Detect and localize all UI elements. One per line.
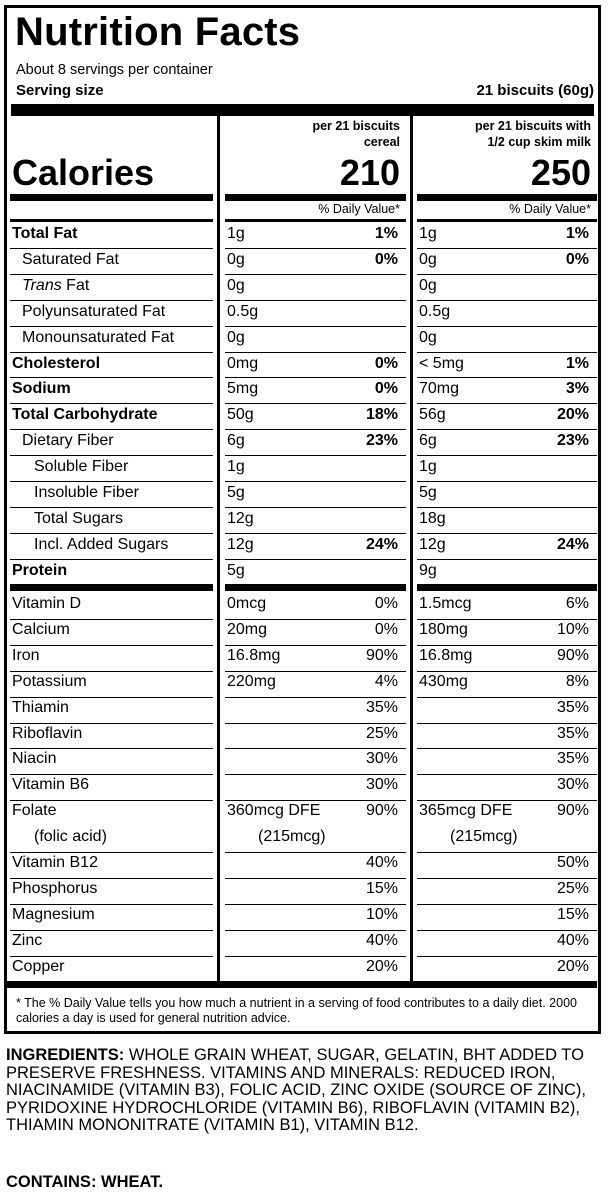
milk-percent: 10% <box>556 620 589 638</box>
milk-amount: < 5mg <box>419 354 464 372</box>
cereal-amount: 1g <box>227 458 245 476</box>
nutrient-name <box>34 537 168 553</box>
cereal-amount: 50g <box>227 406 254 424</box>
row-rule <box>417 956 597 957</box>
row-rule <box>225 671 406 672</box>
row-rule <box>10 481 213 482</box>
cereal-amount: 5g <box>227 561 245 579</box>
cereal-column-header: per 21 biscuits <box>312 119 400 133</box>
nutrient-name <box>34 485 139 501</box>
row-rule <box>225 274 406 275</box>
milk-percent: 35% <box>556 724 589 742</box>
milk-amount: 1g <box>419 458 437 476</box>
nutrient-name <box>12 563 67 579</box>
cereal-percent: 40% <box>365 931 398 949</box>
vitamin-name: Phosphorus <box>12 879 98 897</box>
milk-percent: 40% <box>556 931 589 949</box>
vitamin-name: Vitamin B6 <box>12 776 90 794</box>
row-rule <box>417 533 597 534</box>
vitamin-name: Potassium <box>12 672 87 690</box>
nutrient-name-text: Insoluble Fiber <box>34 484 139 501</box>
milk-amount: 0.5g <box>419 302 451 320</box>
milk-percent: 90% <box>556 646 589 664</box>
serving-size-label: Serving size <box>16 82 104 99</box>
row-rule <box>10 748 213 749</box>
vitamin-name: Vitamin B12 <box>12 854 98 871</box>
cereal-percent: 40% <box>365 854 398 871</box>
cereal-percent: 18% <box>365 406 398 424</box>
nutrient-name-italic: Trans <box>22 276 62 294</box>
ingredients-text: WHOLE GRAIN WHEAT, SUGAR, GELATIN, BHT ADDED TO PRESERVE FRESHNESS. VITAMINS AND MINERALS: REDUCED IRON, NIACINAMIDE (VITAMIN B3), FOLIC ACID, ZINC OXIDE (SOURCE OF ZINC), PYRIDOXINE HYDROCHLORIDE (VITAMIN B6), RIBOFLAVIN (VITAMIN B2), THIAMIN MONONITRATE (VITAMIN B1), VITAMIN B12. <box>6 1046 586 1134</box>
cereal-percent: 15% <box>365 879 398 897</box>
nutrient-name <box>12 226 77 242</box>
cereal-percent: 25% <box>365 724 398 742</box>
milk-amount: 6g <box>419 432 437 450</box>
row-rule <box>417 671 597 672</box>
row-rule <box>10 878 213 879</box>
serving-size-value: 21 biscuits (60g) <box>476 82 594 99</box>
cereal-percent: 0% <box>374 595 398 612</box>
daily-value-header: % Daily Value* <box>509 202 591 216</box>
vitamin-name: Zinc <box>12 931 43 949</box>
row-rule <box>10 455 213 456</box>
dv-header-rule <box>225 219 406 222</box>
row-rule <box>225 326 406 327</box>
milk-percent: 35% <box>556 750 589 768</box>
row-rule <box>417 645 597 646</box>
daily-value-footnote: * The % Daily Value tells you how much a nutrient in a serving of food contributes to a daily diet. 2000 calories a day is used for general nutrition advice. <box>16 996 577 1025</box>
milk-amount: 12g <box>419 535 446 553</box>
dv-header-rule <box>10 219 213 222</box>
cereal-amount: 12g <box>227 535 254 553</box>
calories-with-milk: 250 <box>530 152 591 193</box>
cereal-percent: 4% <box>374 672 398 690</box>
row-rule <box>225 645 406 646</box>
row-rule <box>417 248 597 249</box>
row-rule <box>225 533 406 534</box>
vitamin-name: Magnesium <box>12 905 95 923</box>
row-rule <box>10 930 213 931</box>
cereal-amount-sub: (215mcg) <box>258 828 326 846</box>
cereal-amount: 12g <box>227 509 254 527</box>
cereal-amount: 0mcg <box>227 595 267 612</box>
row-rule <box>10 723 213 724</box>
row-rule <box>10 956 213 957</box>
nutrient-name-text: Protein <box>12 561 68 579</box>
nutrient-name-text: Fat <box>61 276 90 294</box>
vitamin-name: Riboflavin <box>12 724 83 742</box>
cereal-percent: 23% <box>365 432 398 450</box>
cereal-percent: 0% <box>374 620 398 638</box>
row-rule <box>417 852 597 853</box>
cereal-amount: 20mg <box>227 620 268 638</box>
milk-percent: 20% <box>556 957 589 975</box>
cereal-percent: 0% <box>374 380 398 398</box>
row-rule <box>225 429 406 430</box>
row-rule <box>225 248 406 249</box>
milk-amount: 365mcg DFE <box>419 802 513 820</box>
cereal-percent: 1% <box>374 225 398 242</box>
cereal-amount: 360mcg DFE <box>227 802 321 820</box>
nutrient-name <box>34 459 128 475</box>
protein-rule <box>225 584 406 591</box>
vitamin-name: Copper <box>12 957 65 975</box>
nutrient-name-text: Polyunsaturated Fat <box>22 302 166 320</box>
protein-rule <box>417 584 597 591</box>
milk-amount: 430mg <box>419 672 468 690</box>
row-rule <box>417 748 597 749</box>
milk-percent: 90% <box>556 802 589 820</box>
row-rule <box>10 645 213 646</box>
cereal-percent: 35% <box>365 698 398 716</box>
protein-rule <box>10 584 213 591</box>
cereal-amount: 0g <box>227 250 245 268</box>
row-rule <box>417 352 597 353</box>
calories-label: Calories <box>12 152 155 193</box>
milk-percent: 30% <box>556 776 589 794</box>
row-rule <box>225 774 406 775</box>
row-rule <box>10 671 213 672</box>
calories-rule <box>225 194 406 201</box>
row-rule <box>225 403 406 404</box>
row-rule <box>10 533 213 534</box>
row-rule <box>417 930 597 931</box>
nutrient-name-text: Incl. Added Sugars <box>34 535 169 553</box>
milk-amount-sub: (215mcg) <box>450 828 518 846</box>
row-rule <box>417 697 597 698</box>
milk-amount: 0g <box>419 250 437 268</box>
milk-percent: 8% <box>565 672 589 690</box>
row-rule <box>225 619 406 620</box>
label-title: Nutrition Facts <box>15 10 301 54</box>
cereal-column-header: cereal <box>363 135 400 149</box>
row-rule <box>225 748 406 749</box>
milk-amount: 1.5mcg <box>419 595 472 612</box>
row-rule <box>10 619 213 620</box>
row-rule <box>10 248 213 249</box>
row-rule <box>417 904 597 905</box>
row-rule <box>417 274 597 275</box>
milk-percent: 15% <box>556 905 589 923</box>
cereal-amount: 1g <box>227 225 245 242</box>
row-rule <box>417 300 597 301</box>
cereal-percent: 90% <box>365 802 398 820</box>
nutrient-name-text: Sodium <box>12 380 71 398</box>
row-rule <box>417 326 597 327</box>
cereal-percent: 0% <box>374 250 398 268</box>
milk-column-header: per 21 biscuits with <box>474 119 591 133</box>
cereal-amount: 5mg <box>227 380 259 398</box>
milk-amount: 5g <box>419 484 437 501</box>
milk-percent: 1% <box>565 225 589 242</box>
row-rule <box>417 800 597 801</box>
nutrient-name <box>22 304 165 320</box>
cereal-amount: 0.5g <box>227 302 259 320</box>
row-rule <box>225 559 406 560</box>
row-rule <box>417 429 597 430</box>
row-rule <box>10 507 213 508</box>
vitamin-name-sub: (folic acid) <box>34 828 107 846</box>
nutrient-name-text: Total Carbohydrate <box>12 406 158 424</box>
milk-amount: 1g <box>419 225 437 242</box>
row-rule <box>10 697 213 698</box>
milk-percent: 35% <box>556 698 589 716</box>
row-rule <box>417 619 597 620</box>
row-rule <box>225 723 406 724</box>
row-rule <box>417 455 597 456</box>
row-rule <box>417 774 597 775</box>
dv-header-rule <box>417 219 597 222</box>
row-rule <box>417 723 597 724</box>
milk-percent: 24% <box>556 535 589 553</box>
row-rule <box>225 852 406 853</box>
nutrient-name-text: Cholesterol <box>12 354 101 372</box>
row-rule <box>225 956 406 957</box>
row-rule <box>225 800 406 801</box>
cereal-percent: 10% <box>365 905 398 923</box>
row-rule <box>10 559 213 560</box>
row-rule <box>225 878 406 879</box>
allergen-statement: CONTAINS: WHEAT. <box>6 1173 164 1191</box>
row-rule <box>225 377 406 378</box>
row-rule <box>225 455 406 456</box>
row-rule <box>10 274 213 275</box>
cereal-amount: 220mg <box>227 672 276 690</box>
milk-percent: 23% <box>556 432 589 450</box>
row-rule <box>10 326 213 327</box>
daily-value-header: % Daily Value* <box>318 202 400 216</box>
ingredients-label: INGREDIENTS: <box>6 1046 125 1064</box>
calories-rule <box>417 194 597 201</box>
row-rule <box>10 904 213 905</box>
row-rule <box>417 507 597 508</box>
row-rule <box>10 774 213 775</box>
milk-amount: 0g <box>419 276 437 294</box>
row-rule <box>417 377 597 378</box>
nutrient-name-text: Total Fat <box>12 225 78 242</box>
row-rule <box>10 800 213 801</box>
row-rule <box>225 300 406 301</box>
nutrient-name-text: Monounsaturated Fat <box>22 328 175 346</box>
cereal-amount: 5g <box>227 484 245 501</box>
row-rule <box>417 559 597 560</box>
nutrient-name <box>12 356 100 372</box>
vitamin-name: Folate <box>12 802 57 820</box>
row-rule <box>225 352 406 353</box>
cereal-amount: 6g <box>227 432 245 450</box>
vitamin-name: Calcium <box>12 620 70 638</box>
nutrient-name <box>12 407 158 423</box>
milk-percent: 20% <box>556 406 589 424</box>
nutrition-facts-panel <box>4 5 601 1034</box>
milk-percent: 3% <box>565 380 589 398</box>
row-rule <box>10 403 213 404</box>
row-rule <box>10 300 213 301</box>
vitamin-name: Vitamin D <box>12 595 82 612</box>
thick-divider <box>11 104 594 116</box>
cereal-percent: 90% <box>365 646 398 664</box>
nutrient-name-text: Saturated Fat <box>22 250 119 268</box>
row-rule <box>417 878 597 879</box>
milk-amount: 70mg <box>419 380 460 398</box>
row-rule <box>417 403 597 404</box>
row-rule <box>10 377 213 378</box>
milk-amount: 0g <box>419 328 437 346</box>
cereal-percent: 0% <box>374 354 398 372</box>
row-rule <box>225 930 406 931</box>
cereal-amount: 0g <box>227 276 245 294</box>
milk-amount: 16.8mg <box>419 646 473 664</box>
cereal-amount: 16.8mg <box>227 646 281 664</box>
milk-percent: 6% <box>565 595 589 612</box>
nutrient-name <box>22 252 119 268</box>
vitamin-name: Niacin <box>12 750 57 768</box>
cereal-percent: 24% <box>365 535 398 553</box>
calories-cereal: 210 <box>339 152 400 193</box>
milk-percent: 25% <box>556 879 589 897</box>
milk-amount: 56g <box>419 406 446 424</box>
cereal-amount: 0g <box>227 328 245 346</box>
nutrient-name-text: Total Sugars <box>34 509 123 527</box>
nutrient-name-text: Dietary Fiber <box>22 432 114 450</box>
row-rule <box>225 481 406 482</box>
servings-per-container: About 8 servings per container <box>16 62 213 78</box>
row-rule <box>225 904 406 905</box>
column-rule <box>217 108 220 983</box>
bottom-rule <box>4 981 597 988</box>
milk-column-header: 1/2 cup skim milk <box>487 135 591 149</box>
row-rule <box>10 352 213 353</box>
column-rule <box>410 108 413 983</box>
nutrient-name <box>12 381 71 397</box>
milk-amount: 9g <box>419 561 437 579</box>
milk-amount: 18g <box>419 509 446 527</box>
milk-percent: 50% <box>556 854 589 871</box>
nutrient-name <box>22 278 89 294</box>
row-rule <box>225 507 406 508</box>
ingredients <box>6 1047 606 1135</box>
row-rule <box>10 429 213 430</box>
row-rule <box>225 697 406 698</box>
vitamin-name: Iron <box>12 646 40 664</box>
cereal-percent: 20% <box>365 957 398 975</box>
nutrient-name <box>22 433 114 449</box>
row-rule <box>10 852 213 853</box>
calories-rule <box>10 194 213 201</box>
row-rule <box>417 481 597 482</box>
nutrient-name <box>34 511 123 527</box>
cereal-percent: 30% <box>365 750 398 768</box>
milk-percent: 1% <box>565 354 589 372</box>
nutrient-name-text: Soluble Fiber <box>34 458 129 476</box>
vitamin-name: Thiamin <box>12 698 69 716</box>
cereal-amount: 0mg <box>227 354 259 372</box>
milk-amount: 180mg <box>419 620 468 638</box>
milk-percent: 0% <box>565 250 589 268</box>
cereal-percent: 30% <box>365 776 398 794</box>
nutrient-name <box>22 330 174 346</box>
